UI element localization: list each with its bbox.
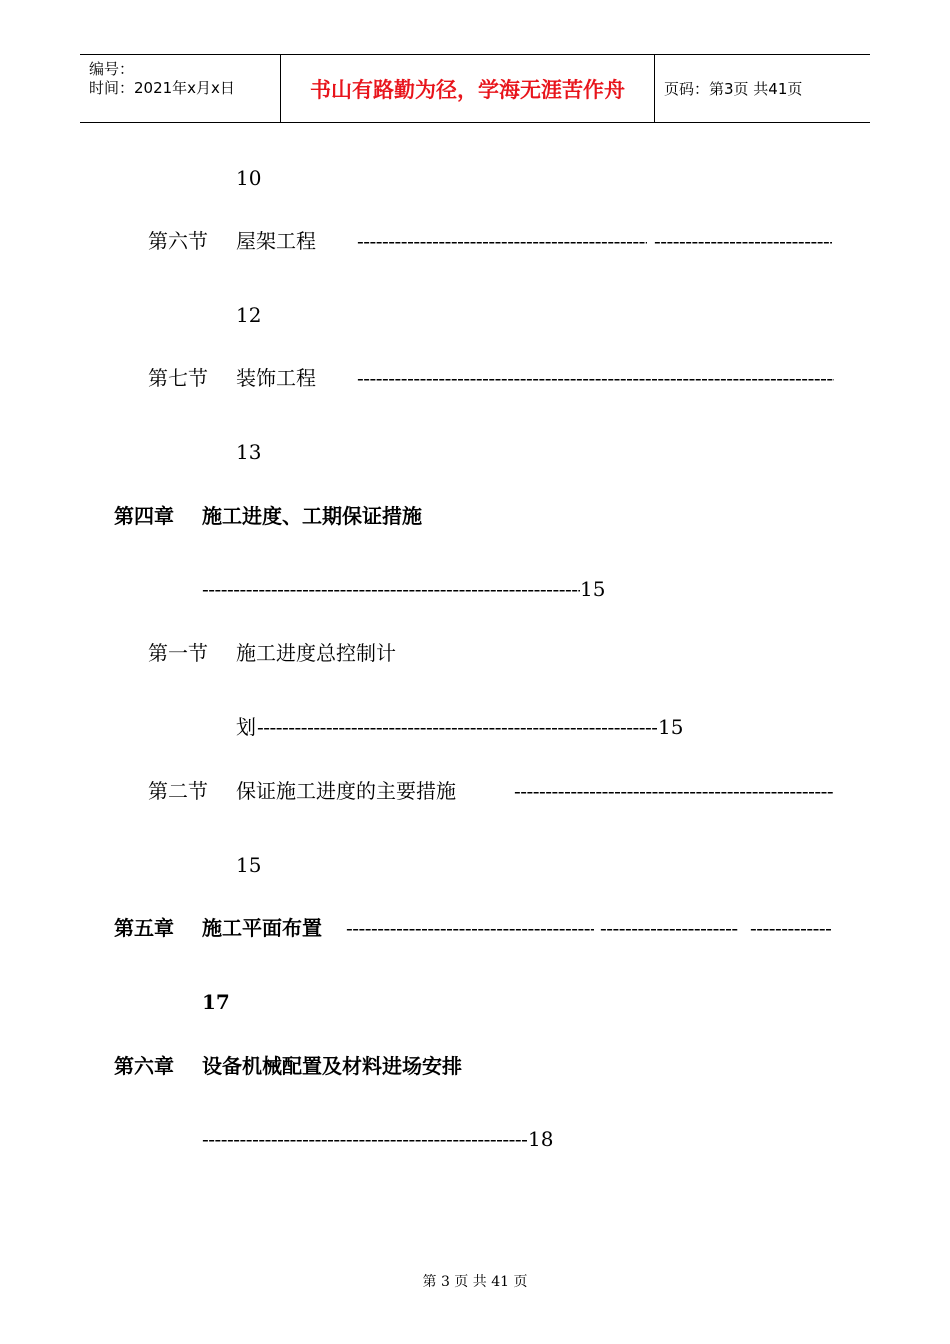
page-footer: 第 3 页 共 41 页: [422, 1274, 528, 1290]
toc-leader-dots: [257, 715, 657, 739]
toc-leader-dots: [357, 366, 834, 390]
toc-leader-dots: [202, 1127, 528, 1151]
number-label: 编号：: [89, 60, 135, 78]
toc-chapter-number: 第五章: [114, 916, 174, 940]
header-info-cell: [80, 55, 281, 122]
toc-leader-dots: [514, 779, 834, 803]
toc-chapter-number: 第六章: [114, 1054, 174, 1078]
toc-leader-dots: [357, 229, 647, 253]
toc-page-number: 12: [236, 303, 262, 327]
toc-section-number: 第一节: [148, 641, 208, 665]
page-header: [80, 54, 870, 123]
toc-page-number: 15: [580, 577, 606, 601]
toc-page-number: 17: [202, 990, 230, 1014]
toc-chapter-title: 施工进度、工期保证措施: [202, 504, 422, 528]
toc-section-title: 屋架工程: [236, 229, 316, 253]
toc-leader-dots: [750, 916, 832, 940]
toc-section-title: 施工进度总控制计: [236, 641, 396, 665]
toc-leader-dots: [654, 229, 832, 253]
toc-page-number: 15: [236, 853, 262, 877]
toc-leader-dots: [346, 916, 594, 940]
toc-section-title-continued: 划: [236, 715, 256, 739]
toc-section-number: 第七节: [148, 366, 208, 390]
toc-section-number: 第六节: [148, 229, 208, 253]
toc-page-number: 15: [658, 715, 684, 739]
header-motto: 书山有路勤为径，学海无涯苦作舟: [281, 55, 655, 122]
toc-section-title: 装饰工程: [236, 366, 316, 390]
toc-chapter-title: 施工平面布置: [202, 916, 322, 940]
date-label: 时间：2021年x月x日: [89, 79, 235, 97]
toc-leader-dots: [202, 577, 580, 601]
toc-section-number: 第二节: [148, 779, 208, 803]
toc-leader-dots: [600, 916, 738, 940]
toc-section-title: 保证施工进度的主要措施: [236, 779, 456, 803]
toc-page-number: 18: [528, 1127, 554, 1151]
toc-page-number: 10: [236, 166, 262, 190]
toc-page-number: 13: [236, 440, 262, 464]
toc-chapter-number: 第四章: [114, 504, 174, 528]
toc-chapter-title: 设备机械配置及材料进场安排: [202, 1054, 462, 1078]
header-page-info: 页码：第3页 共41页: [664, 80, 803, 98]
